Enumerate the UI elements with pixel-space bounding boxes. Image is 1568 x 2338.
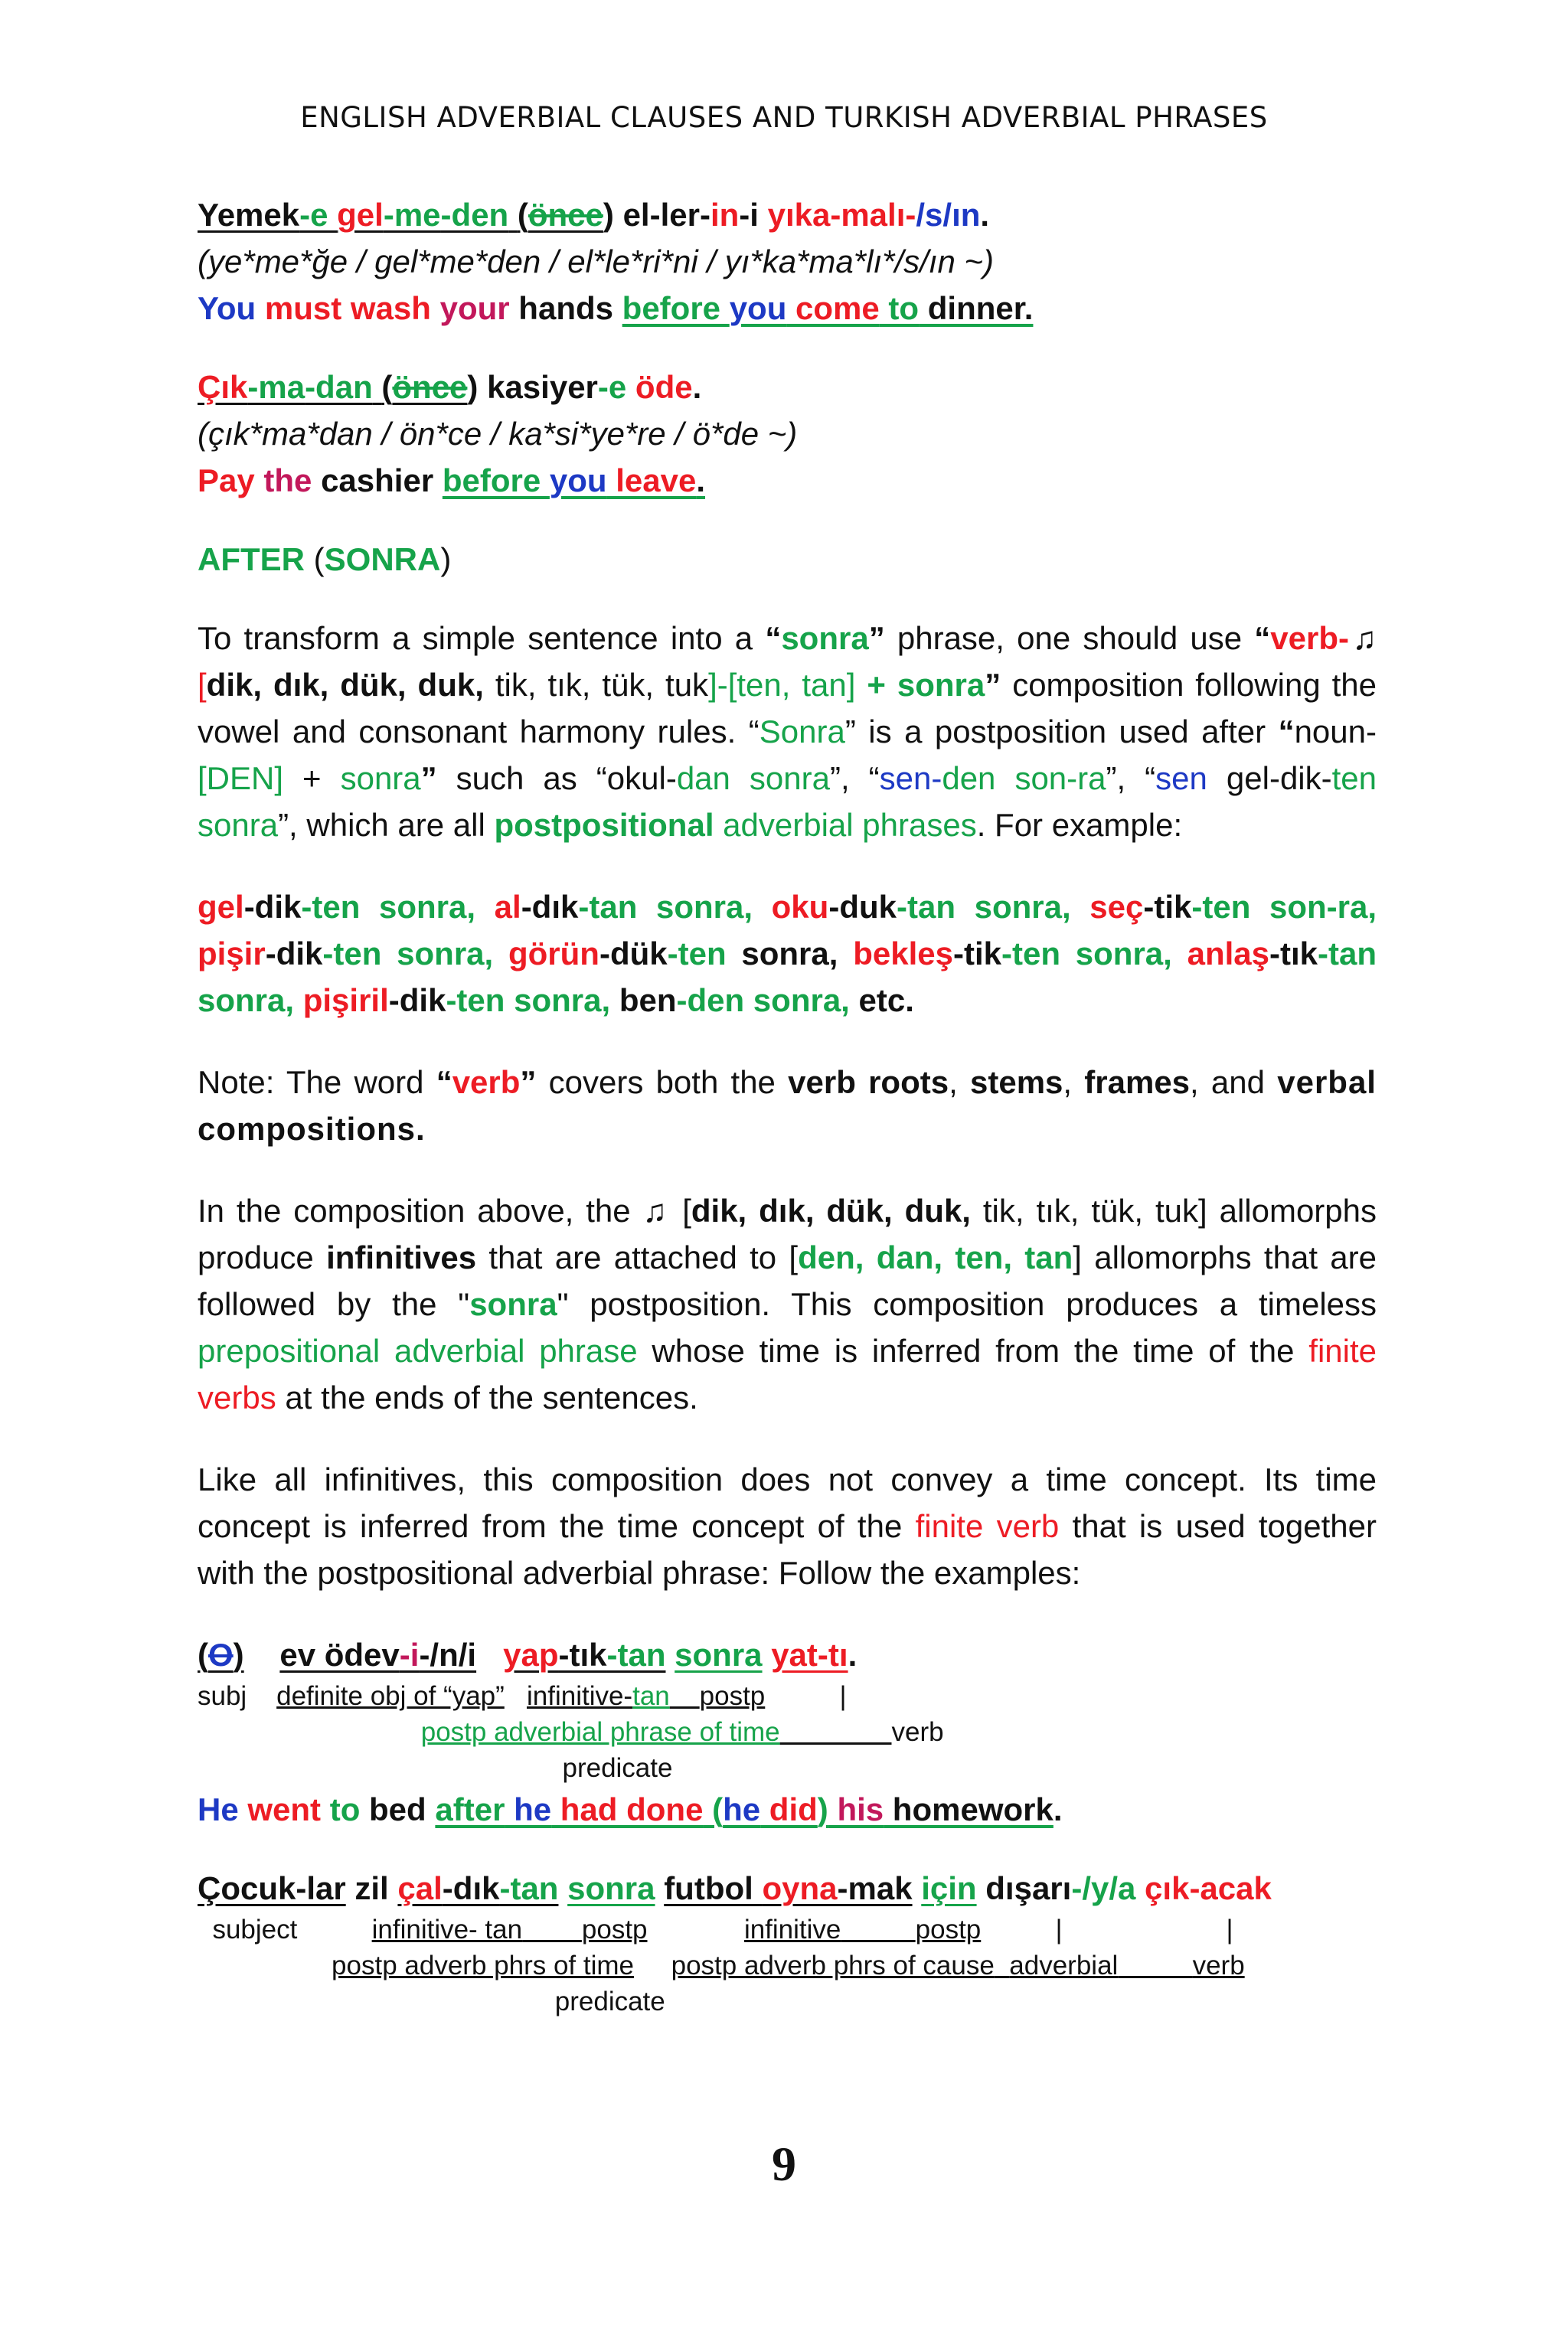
paragraph-infinitives: Like all infinitives, this composition does not convey a time concept. Its time concept is inferred from the time concept of the finite verb that is used together with the postpositional adverbial phrase: Follow the examples: [198, 1461, 1377, 1591]
example-3-annotation-1: subj definite obj of “yap” infinitive-tan postp | [198, 1681, 847, 1711]
example-2-turkish: Çık-ma-dan (önce) kasiyer-e öde. [198, 369, 702, 405]
page-number: 9 [772, 2137, 796, 2191]
example-3-annotation-3: predicate [562, 1753, 673, 1783]
example-1-pronunciation: (ye*me*ğe / gel*me*den / el*le*ri*ni / yı*ka*ma*lı*/s/ın ~) [198, 243, 994, 279]
ex1-word-yemek: Yemek-e gel-me-den (önce [198, 197, 603, 233]
paragraph-note-verb: Note: The word “verb” covers both the verb roots, stems, frames, and verbal compositions. [198, 1064, 1377, 1147]
example-4-turkish: Çocuk-lar zil çal-dık-tan sonra futbol oyna-mak için dışarı-/y/a çık-acak [198, 1870, 1272, 1906]
example-3-english: He went to bed after he had done (he did) his homework. [198, 1791, 1063, 1827]
music-note-icon: ♫ [1348, 620, 1377, 656]
example-2-pronunciation: (çık*ma*dan / ön*ce / ka*si*ye*re / ö*de ~) [198, 416, 798, 452]
example-4-annotation-1: subject infinitive- tan postp infinitive postp | | [212, 1915, 1233, 1945]
example-2-english: Pay the cashier before you leave. [198, 462, 706, 498]
paragraph-sonra-intro: To transform a simple sentence into a “sonra” phrase, one should use “verb-♫ [dik, dık, dük, duk, tik, tık, tük, tuk]-[ten, tan] + sonra” composition following the vowel and consonant harmony rules. “Sonra” is a postposition used after “noun-[DEN] + sonra” such as “okul-dan sonra”, “sen-den son-ra”, “sen gel-dik-ten sonra”, which are all postpositional adverbial phrases. For example: [198, 620, 1377, 843]
example-3-annotation-2: postp adverbial phrase of time verb [420, 1717, 944, 1747]
music-note-icon: ♫ [642, 1193, 671, 1229]
example-4-annotation-2: postp adverb phrs of time postp adverb phrs of cause adverbial verb [332, 1951, 1245, 1980]
example-1-english: You must wash your hands before you come to dinner. [198, 290, 1034, 326]
paragraph-composition: In the composition above, the ♫ [dik, dık, dük, duk, tik, tık, tük, tuk] allomorphs produce infinitives that are attached to [den, dan, ten, tan] allomorphs that are followed by the "sonra" postposition. This composition produces a timeless prepositional adverbial phrase whose time is inferred from the time of the finite verbs at the ends of the sentences. [198, 1193, 1377, 1416]
section-heading-after: AFTER (SONRA) [198, 541, 452, 577]
example-1-turkish: Yemek-e gel-me-den (önce) el-ler-in-i yıka-malı-/s/ın. [198, 197, 990, 233]
example-3-turkish: (O) ev ödev-i-/n/i yap-tık-tan sonra yat-tı. [198, 1637, 858, 1673]
paragraph-sonra-examples: gel-dik-ten sonra, al-dık-tan sonra, oku-duk-tan sonra, seç-tik-ten son-ra, pişir-dik-ten sonra, görün-dük-ten sonra, bekleş-tik-ten sonra, anlaş-tık-tan sonra, pişiril-dik-ten sonra, ben-den sonra, etc. [198, 889, 1377, 1018]
example-4-annotation-3: predicate [554, 1987, 665, 2016]
running-header: ENGLISH ADVERBIAL CLAUSES AND TURKISH ADVERBIAL PHRASES [300, 101, 1268, 134]
page-content [198, 191, 1377, 2020]
